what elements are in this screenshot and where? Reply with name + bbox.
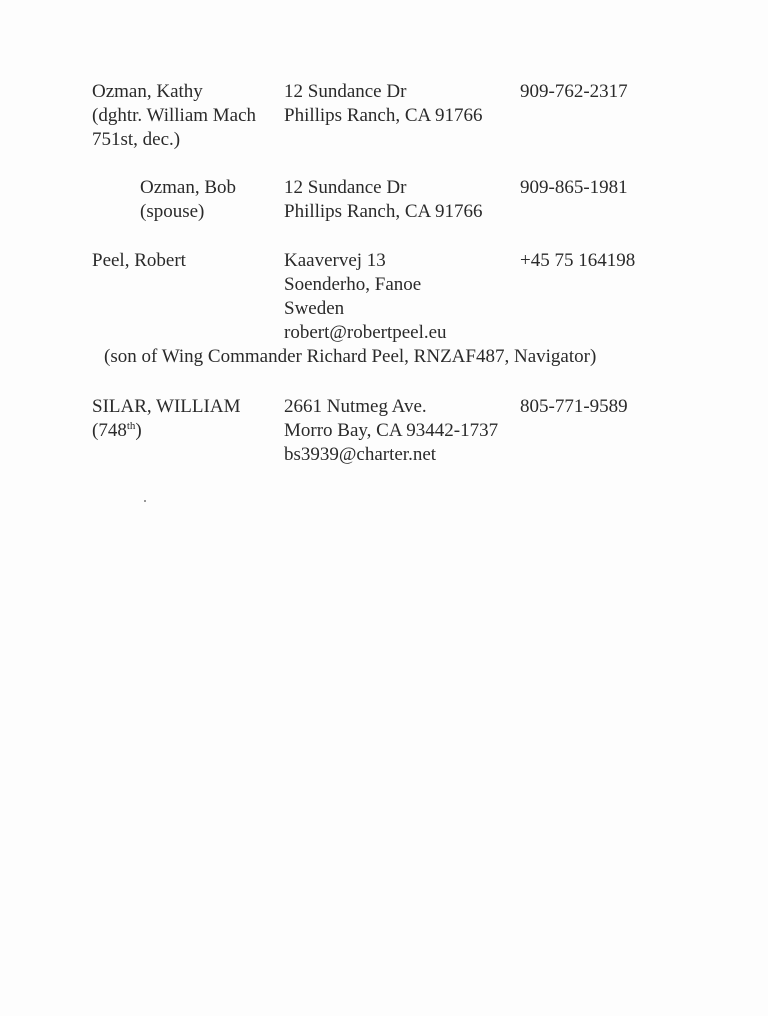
entry-name: Peel, Robert: [92, 250, 186, 271]
entry-name: Ozman, Kathy: [92, 81, 203, 102]
entry-unit-close: ): [135, 420, 142, 441]
entry-phone: 909-865-1981: [520, 177, 628, 198]
entry-name: Ozman, Bob: [140, 177, 237, 198]
entry-phone: 909-762-2317: [520, 81, 628, 102]
entry-address-line: Sweden: [284, 298, 345, 319]
entry-email: robert@robertpeel.eu: [284, 322, 447, 343]
entry-phone: 805-771-9589: [520, 396, 628, 417]
entry-unit: [92, 419, 142, 443]
entry-email: bs3939@charter.net: [284, 444, 437, 465]
entry-unit-prefix: (748: [92, 420, 127, 441]
entry-note: (son of Wing Commander Richard Peel, RNZAF487, Navigator): [104, 346, 597, 367]
entry-address-line: 12 Sundance Dr: [284, 177, 407, 198]
scan-speck: [144, 500, 146, 502]
entry-name-note: (dghtr. William Mach: [92, 105, 257, 126]
entry-name: SILAR, WILLIAM: [92, 396, 241, 417]
entry-address-line: Kaavervej 13: [284, 250, 386, 271]
entry-address-line: 2661 Nutmeg Ave.: [284, 396, 427, 417]
entry-address-line: Phillips Ranch, CA 91766: [284, 201, 483, 222]
entry-address-line: 12 Sundance Dr: [284, 81, 407, 102]
entry-unit-suffix-sup: th: [126, 420, 136, 432]
entry-phone: +45 75 164198: [520, 250, 636, 271]
entry-address-line: Phillips Ranch, CA 91766: [284, 105, 483, 126]
entry-name-note: (spouse): [140, 201, 205, 222]
entry-address-line: Soenderho, Fanoe: [284, 274, 422, 295]
entry-name-note: 751st, dec.): [92, 129, 181, 150]
entry-address-line: Morro Bay, CA 93442-1737: [284, 420, 499, 441]
